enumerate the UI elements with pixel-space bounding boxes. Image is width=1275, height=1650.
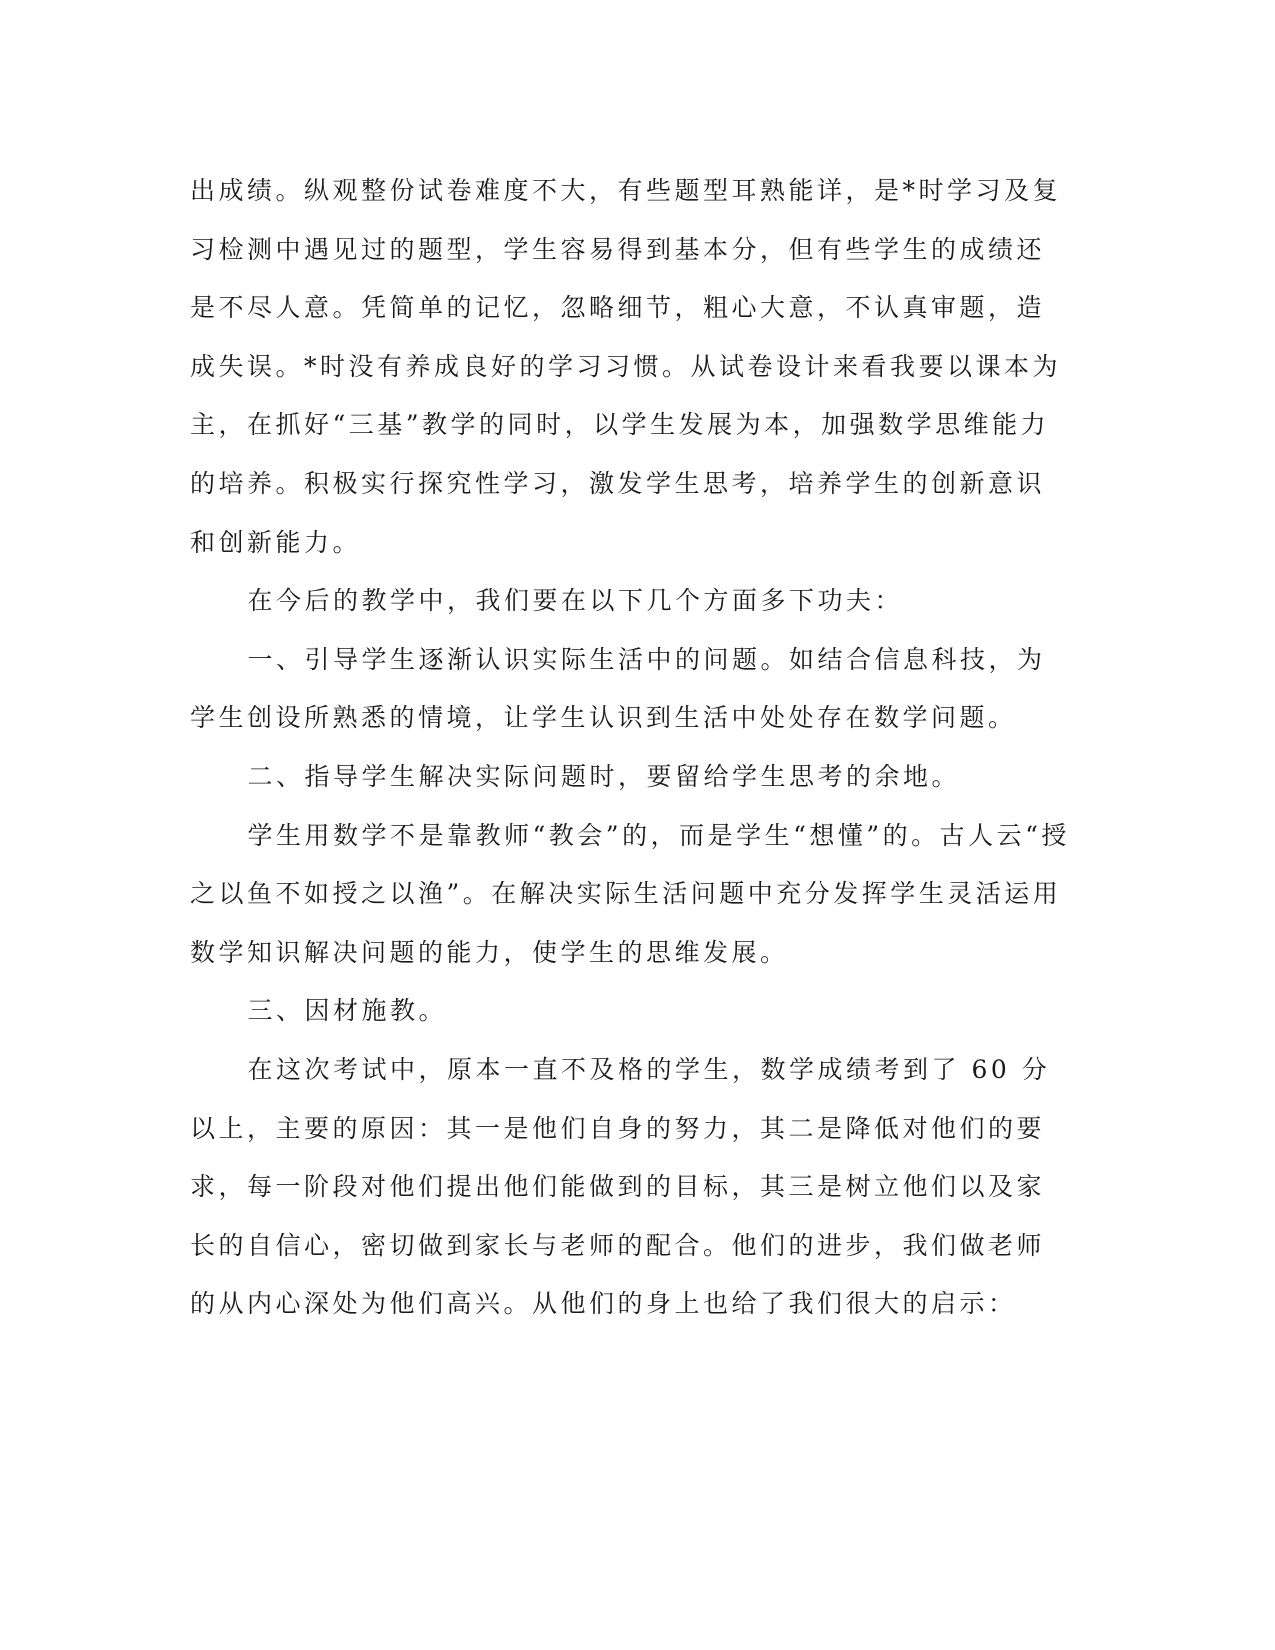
paragraph xyxy=(190,748,1090,807)
paragraph-line: 出成绩。纵观整份试卷难度不大，有些题型耳熟能详，是*时学习及复 xyxy=(190,176,1062,205)
paragraph-line: 之以鱼不如授之以渔”。在解决实际生活问题中充分发挥学生灵活运用 xyxy=(190,879,1062,909)
paragraph xyxy=(190,982,1090,1041)
paragraph-line: 在这次考试中，原本一直不及格的学生，数学成绩考到了 60 分 xyxy=(247,1054,1051,1084)
paragraph-line: 在今后的教学中，我们要在以下几个方面多下功夫： xyxy=(247,586,904,616)
paragraph-line: 成失误。*时没有养成良好的学习习惯。从试卷设计来看我要以课本为 xyxy=(190,351,1062,381)
paragraph-line: 的从内心深处为他们高兴。从他们的身上也给了我们很大的启示： xyxy=(190,1289,1017,1319)
paragraph-line: 长的自信心，密切做到家长与老师的配合。他们的进步，我们做老师 xyxy=(190,1230,1046,1260)
paragraph xyxy=(190,631,1090,748)
paragraph xyxy=(190,1041,1090,1334)
paragraph-line: 习检测中遇见过的题型，学生容易得到基本分，但有些学生的成绩还 xyxy=(190,234,1046,264)
paragraph-line: 以上，主要的原因：其一是他们自身的努力，其二是降低对他们的要 xyxy=(190,1113,1046,1143)
paragraph-line: 学生用数学不是靠教师“教会”的，而是学生“想懂”的。古人云“授 xyxy=(247,820,1070,850)
paragraph xyxy=(190,807,1090,983)
paragraph-line: 二、指导学生解决实际问题时，要留给学生思考的余地。 xyxy=(247,761,961,791)
paragraph-line: 和创新能力。 xyxy=(190,527,362,557)
document-body xyxy=(190,162,1090,1334)
paragraph xyxy=(190,162,1090,572)
paragraph xyxy=(190,572,1090,631)
paragraph-line: 的培养。积极实行探究性学习，激发学生思考，培养学生的创新意识 xyxy=(190,468,1046,498)
paragraph-line: 求，每一阶段对他们提出他们能做到的目标，其三是树立他们以及家 xyxy=(190,1172,1046,1202)
paragraph-line: 数学知识解决问题的能力，使学生的思维发展。 xyxy=(190,937,789,967)
paragraph-line: 一、引导学生逐渐认识实际生活中的问题。如结合信息科技，为 xyxy=(247,644,1046,674)
paragraph-line: 三、因材施教。 xyxy=(247,996,448,1026)
paragraph-line: 学生创设所熟悉的情境，让学生认识到生活中处处存在数学问题。 xyxy=(190,703,1017,733)
paragraph-line: 是不尽人意。凭简单的记忆，忽略细节，粗心大意，不认真审题，造 xyxy=(190,293,1046,323)
paragraph-line: 主，在抓好“三基”教学的同时，以学生发展为本，加强数学思维能力 xyxy=(190,410,1050,440)
